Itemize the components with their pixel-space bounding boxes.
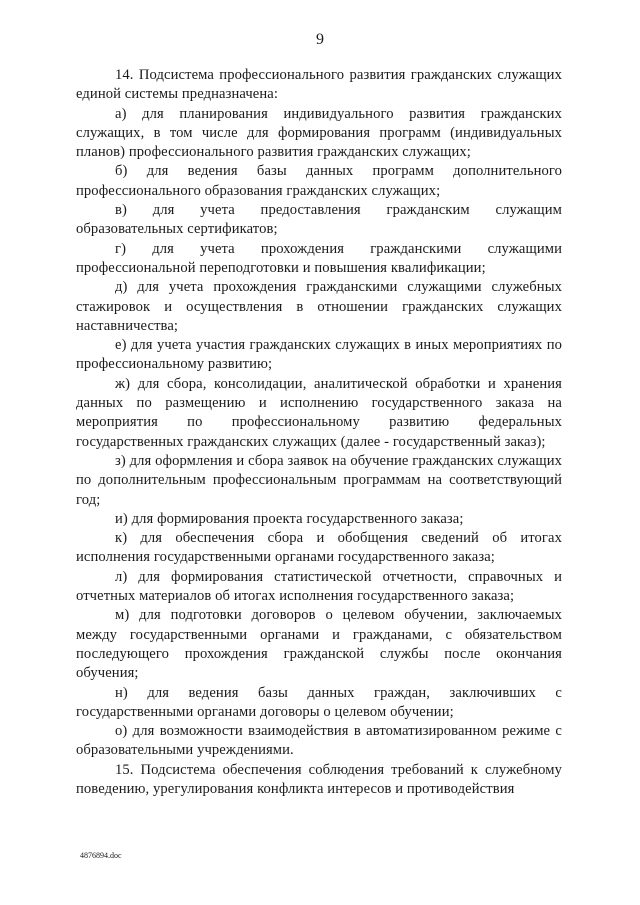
paragraph-14: 14. Подсистема профессионального развития гражданских служащих единой системы предназначена: [76, 67, 562, 103]
list-item-b: б) для ведения базы данных программ дополнительного профессионального образования гражданских служащих; [76, 163, 562, 199]
list-item-i: и) для формирования проекта государственного заказа; [115, 510, 464, 527]
document-body [76, 66, 562, 799]
list-item-k: к) для обеспечения сбора и обобщения сведений об итогах исполнения государственными органами государственного заказа; [76, 530, 562, 566]
page-number: 9 [316, 31, 324, 48]
list-item-zh: ж) для сбора, консолидации, аналитической обработки и хранения данных по размещению и исполнению государственного заказа на мероприятия по профессиональному развитию федеральных государственных гражданских служащих (далее - государственный заказ); [76, 375, 562, 450]
list-item-l: л) для формирования статистической отчетности, справочных и отчетных материалов об итогах исполнения государственного заказа; [76, 568, 562, 605]
list-item-g: г) для учета прохождения гражданскими служащими профессиональной переподготовки и повышения квалификации; [76, 240, 562, 276]
list-item-e: е) для учета участия гражданских служащих в иных мероприятиях по профессиональному развитию; [76, 337, 562, 373]
paragraph-15: 15. Подсистема обеспечения соблюдения требований к служебному поведению, урегулирования конфликта интересов и противодействия [76, 761, 562, 797]
footer-filename: 4876894.doc [80, 851, 122, 860]
list-item-z: з) для оформления и сбора заявок на обучение гражданских служащих по дополнительным профессиональным программам на соответствующий год; [76, 452, 562, 508]
list-item-v: в) для учета предоставления гражданским служащим образовательных сертификатов; [76, 202, 562, 238]
list-item-m: м) для подготовки договоров о целевом обучении, заключаемых между государственными органами и гражданами, с обязательством последующего прохождения гражданской службы после окончания обучения; [76, 607, 562, 682]
list-item-d: д) для учета прохождения гражданскими служащими служебных стажировок и осуществления в отношении гражданских служащих наставничества; [76, 279, 562, 334]
list-item-a: а) для планирования индивидуального развития гражданских служащих, в том числе для формирования программ (индивидуальных планов) профессионального развития гражданских служащих; [76, 105, 562, 161]
list-item-o: о) для возможности взаимодействия в автоматизированном режиме с образовательными учреждениями. [76, 723, 562, 759]
list-item-n: н) для ведения базы данных граждан, заключивших с государственными органами договоры о целевом обучении; [76, 684, 562, 720]
